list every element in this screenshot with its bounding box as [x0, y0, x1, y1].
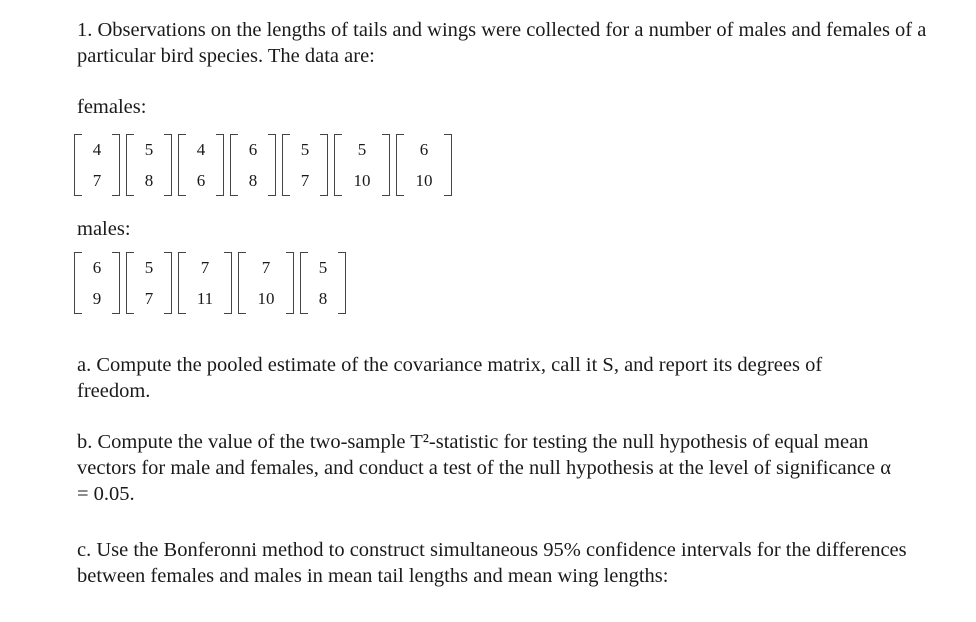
- female-wing-value: 8: [248, 170, 258, 190]
- male-tail-value: 6: [92, 257, 102, 277]
- female-vector: [178, 134, 224, 196]
- male-wing-value: 7: [144, 288, 154, 308]
- female-vector: [74, 134, 120, 196]
- part-a: a. Compute the pooled estimate of the covariance matrix, call it S, and report its degrees of freedom.: [77, 354, 823, 402]
- male-wing-value: 11: [196, 288, 214, 308]
- question-intro: 1. Observations on the lengths of tails and wings were collected for a number of males and females of a particular bird species. The data are:: [77, 19, 927, 67]
- female-tail-value: 6: [248, 139, 258, 159]
- males-label: males:: [77, 218, 131, 240]
- female-wing-value: 7: [300, 170, 310, 190]
- male-vector: [238, 252, 294, 314]
- female-wing-value: 8: [144, 170, 154, 190]
- females-vectors: [74, 134, 452, 196]
- males-vectors: [74, 252, 346, 314]
- male-tail-value: 7: [261, 257, 271, 277]
- male-vector: [300, 252, 346, 314]
- female-tail-value: 5: [300, 139, 310, 159]
- female-tail-value: 5: [144, 139, 154, 159]
- female-wing-value: 6: [196, 170, 206, 190]
- female-tail-value: 4: [196, 139, 206, 159]
- female-tail-value: 4: [92, 139, 102, 159]
- female-vector: [396, 134, 452, 196]
- female-vector: [334, 134, 390, 196]
- male-tail-value: 7: [200, 257, 210, 277]
- female-wing-value: 10: [353, 170, 371, 190]
- male-tail-value: 5: [318, 257, 328, 277]
- female-vector: [230, 134, 276, 196]
- part-b: b. Compute the value of the two-sample T²-statistic for testing the null hypothesis of equal mean vectors for male and females, and conduct a test of the null hypothesis at the level of significance α = 0.05.: [77, 431, 891, 505]
- male-wing-value: 9: [92, 288, 102, 308]
- female-tail-value: 6: [419, 139, 429, 159]
- female-wing-value: 10: [415, 170, 433, 190]
- female-vector: [126, 134, 172, 196]
- females-label: females:: [77, 96, 147, 118]
- part-c: c. Use the Bonferonni method to construct simultaneous 95% confidence intervals for the differences between females and males in mean tail lengths and mean wing lengths:: [77, 539, 907, 587]
- male-vector: [178, 252, 232, 314]
- male-vector: [126, 252, 172, 314]
- male-vector: [74, 252, 120, 314]
- female-vector: [282, 134, 328, 196]
- male-tail-value: 5: [144, 257, 154, 277]
- female-wing-value: 7: [92, 170, 102, 190]
- female-tail-value: 5: [357, 139, 367, 159]
- male-wing-value: 10: [257, 288, 275, 308]
- male-wing-value: 8: [318, 288, 328, 308]
